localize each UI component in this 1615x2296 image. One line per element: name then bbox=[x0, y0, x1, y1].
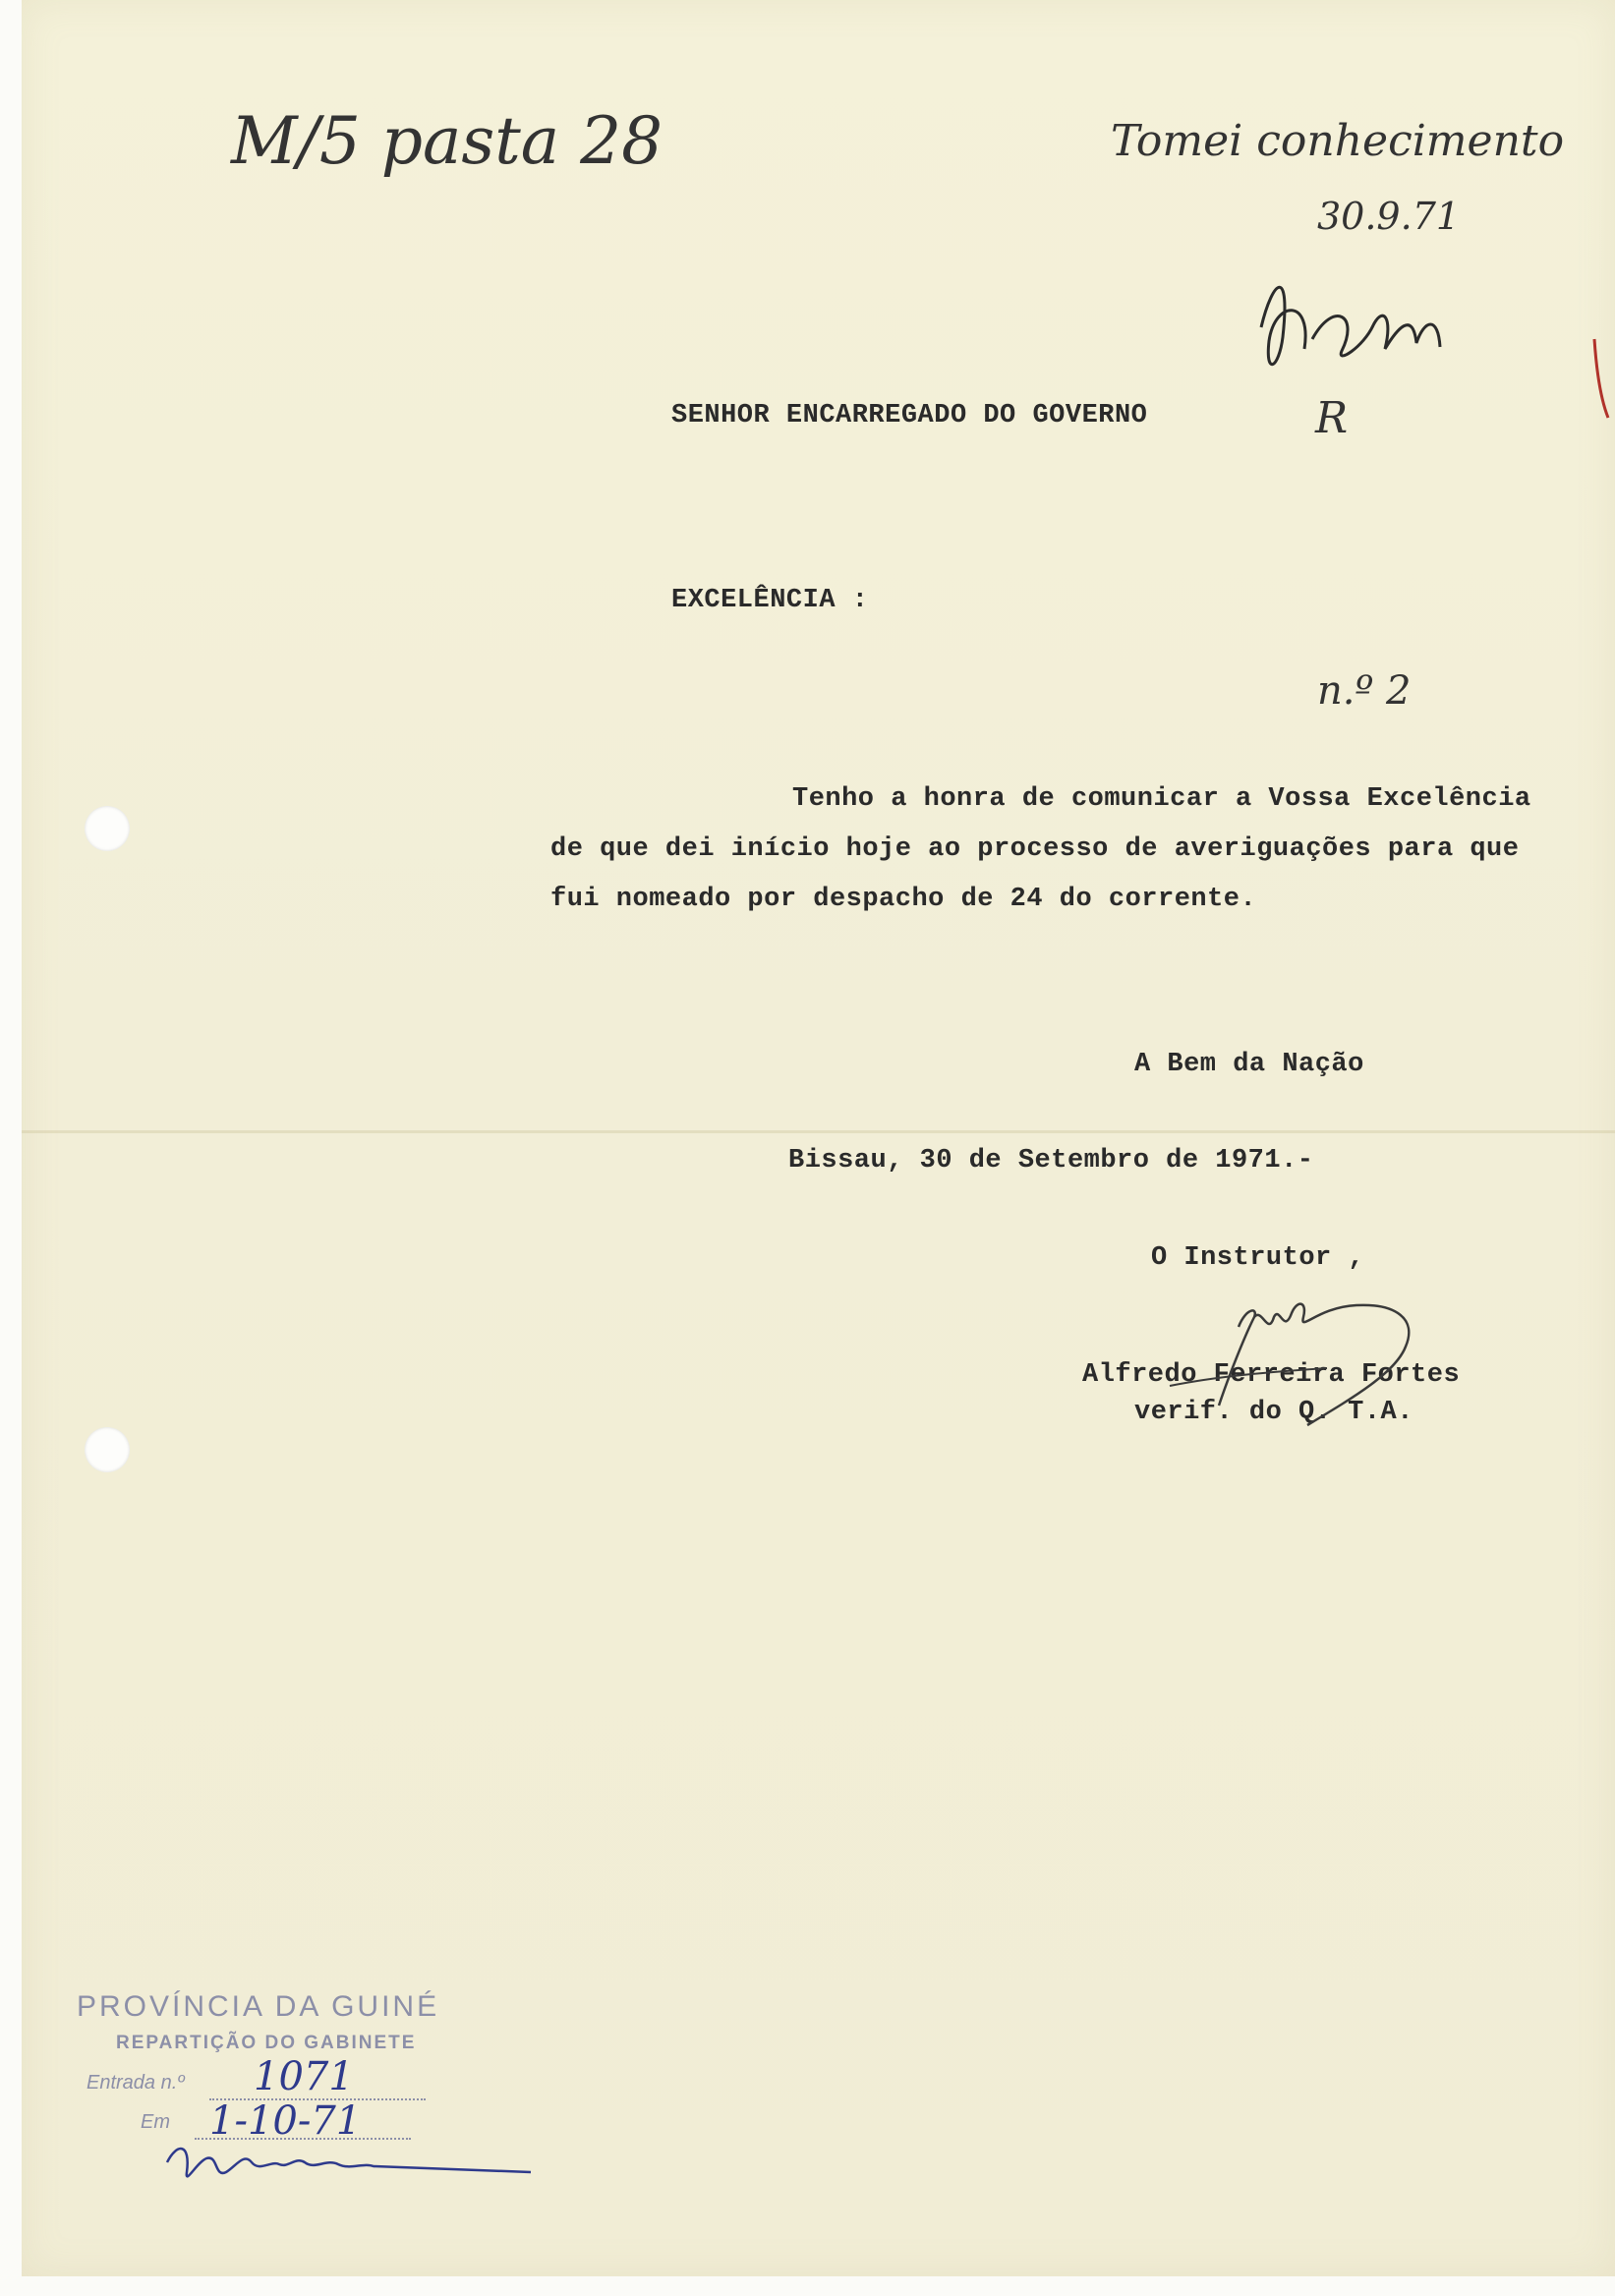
letter-body-line-1: Tenho a honra de comunicar a Vossa Excelência bbox=[792, 784, 1531, 814]
stamp-line-1: PROVÍNCIA DA GUINÉ bbox=[77, 1990, 440, 2023]
handwritten-signature-top bbox=[1243, 260, 1479, 388]
stamp-date-value: 1-10-71 bbox=[209, 2098, 362, 2144]
stamp-line-2: REPARTIÇÃO DO GABINETE bbox=[116, 2033, 417, 2053]
stamp-date-label: Em bbox=[141, 2111, 170, 2133]
paper-fold bbox=[22, 1130, 1615, 1133]
handwritten-note: Tomei conhecimento bbox=[1111, 116, 1565, 166]
signer-title: verif. do Q. T.A. bbox=[1134, 1398, 1413, 1427]
handwritten-initial: R bbox=[1315, 393, 1349, 443]
handwritten-date: 30.9.71 bbox=[1317, 195, 1461, 238]
letter-place-date: Bissau, 30 de Setembro de 1971.- bbox=[788, 1146, 1314, 1176]
punch-hole-bottom bbox=[85, 1427, 130, 1472]
letter-salutation: EXCELÊNCIA : bbox=[671, 586, 869, 615]
handwritten-reference: M/5 pasta 28 bbox=[231, 103, 663, 179]
signer-role: O Instrutor , bbox=[1151, 1243, 1365, 1273]
signer-name: Alfredo Ferreira Fortes bbox=[1082, 1360, 1461, 1390]
punch-hole-top bbox=[85, 806, 130, 851]
stamp-entry-label: Entrada n.º bbox=[87, 2072, 185, 2094]
letter-addressee: SENHOR ENCARREGADO DO GOVERNO bbox=[671, 401, 1148, 430]
stamp-signature bbox=[157, 2133, 550, 2211]
letter-closing: A Bem da Nação bbox=[1134, 1050, 1364, 1079]
red-margin-mark bbox=[1590, 319, 1615, 428]
letter-body-line-3: fui nomeado por despacho de 24 do corrente. bbox=[550, 885, 1257, 914]
letter-body-line-2: de que dei início hoje ao processo de averiguações para que bbox=[550, 834, 1520, 864]
stamp-entry-value: 1071 bbox=[254, 2054, 354, 2099]
handwritten-number-mark: n.º 2 bbox=[1317, 668, 1412, 714]
instructor-signature bbox=[1160, 1278, 1455, 1435]
